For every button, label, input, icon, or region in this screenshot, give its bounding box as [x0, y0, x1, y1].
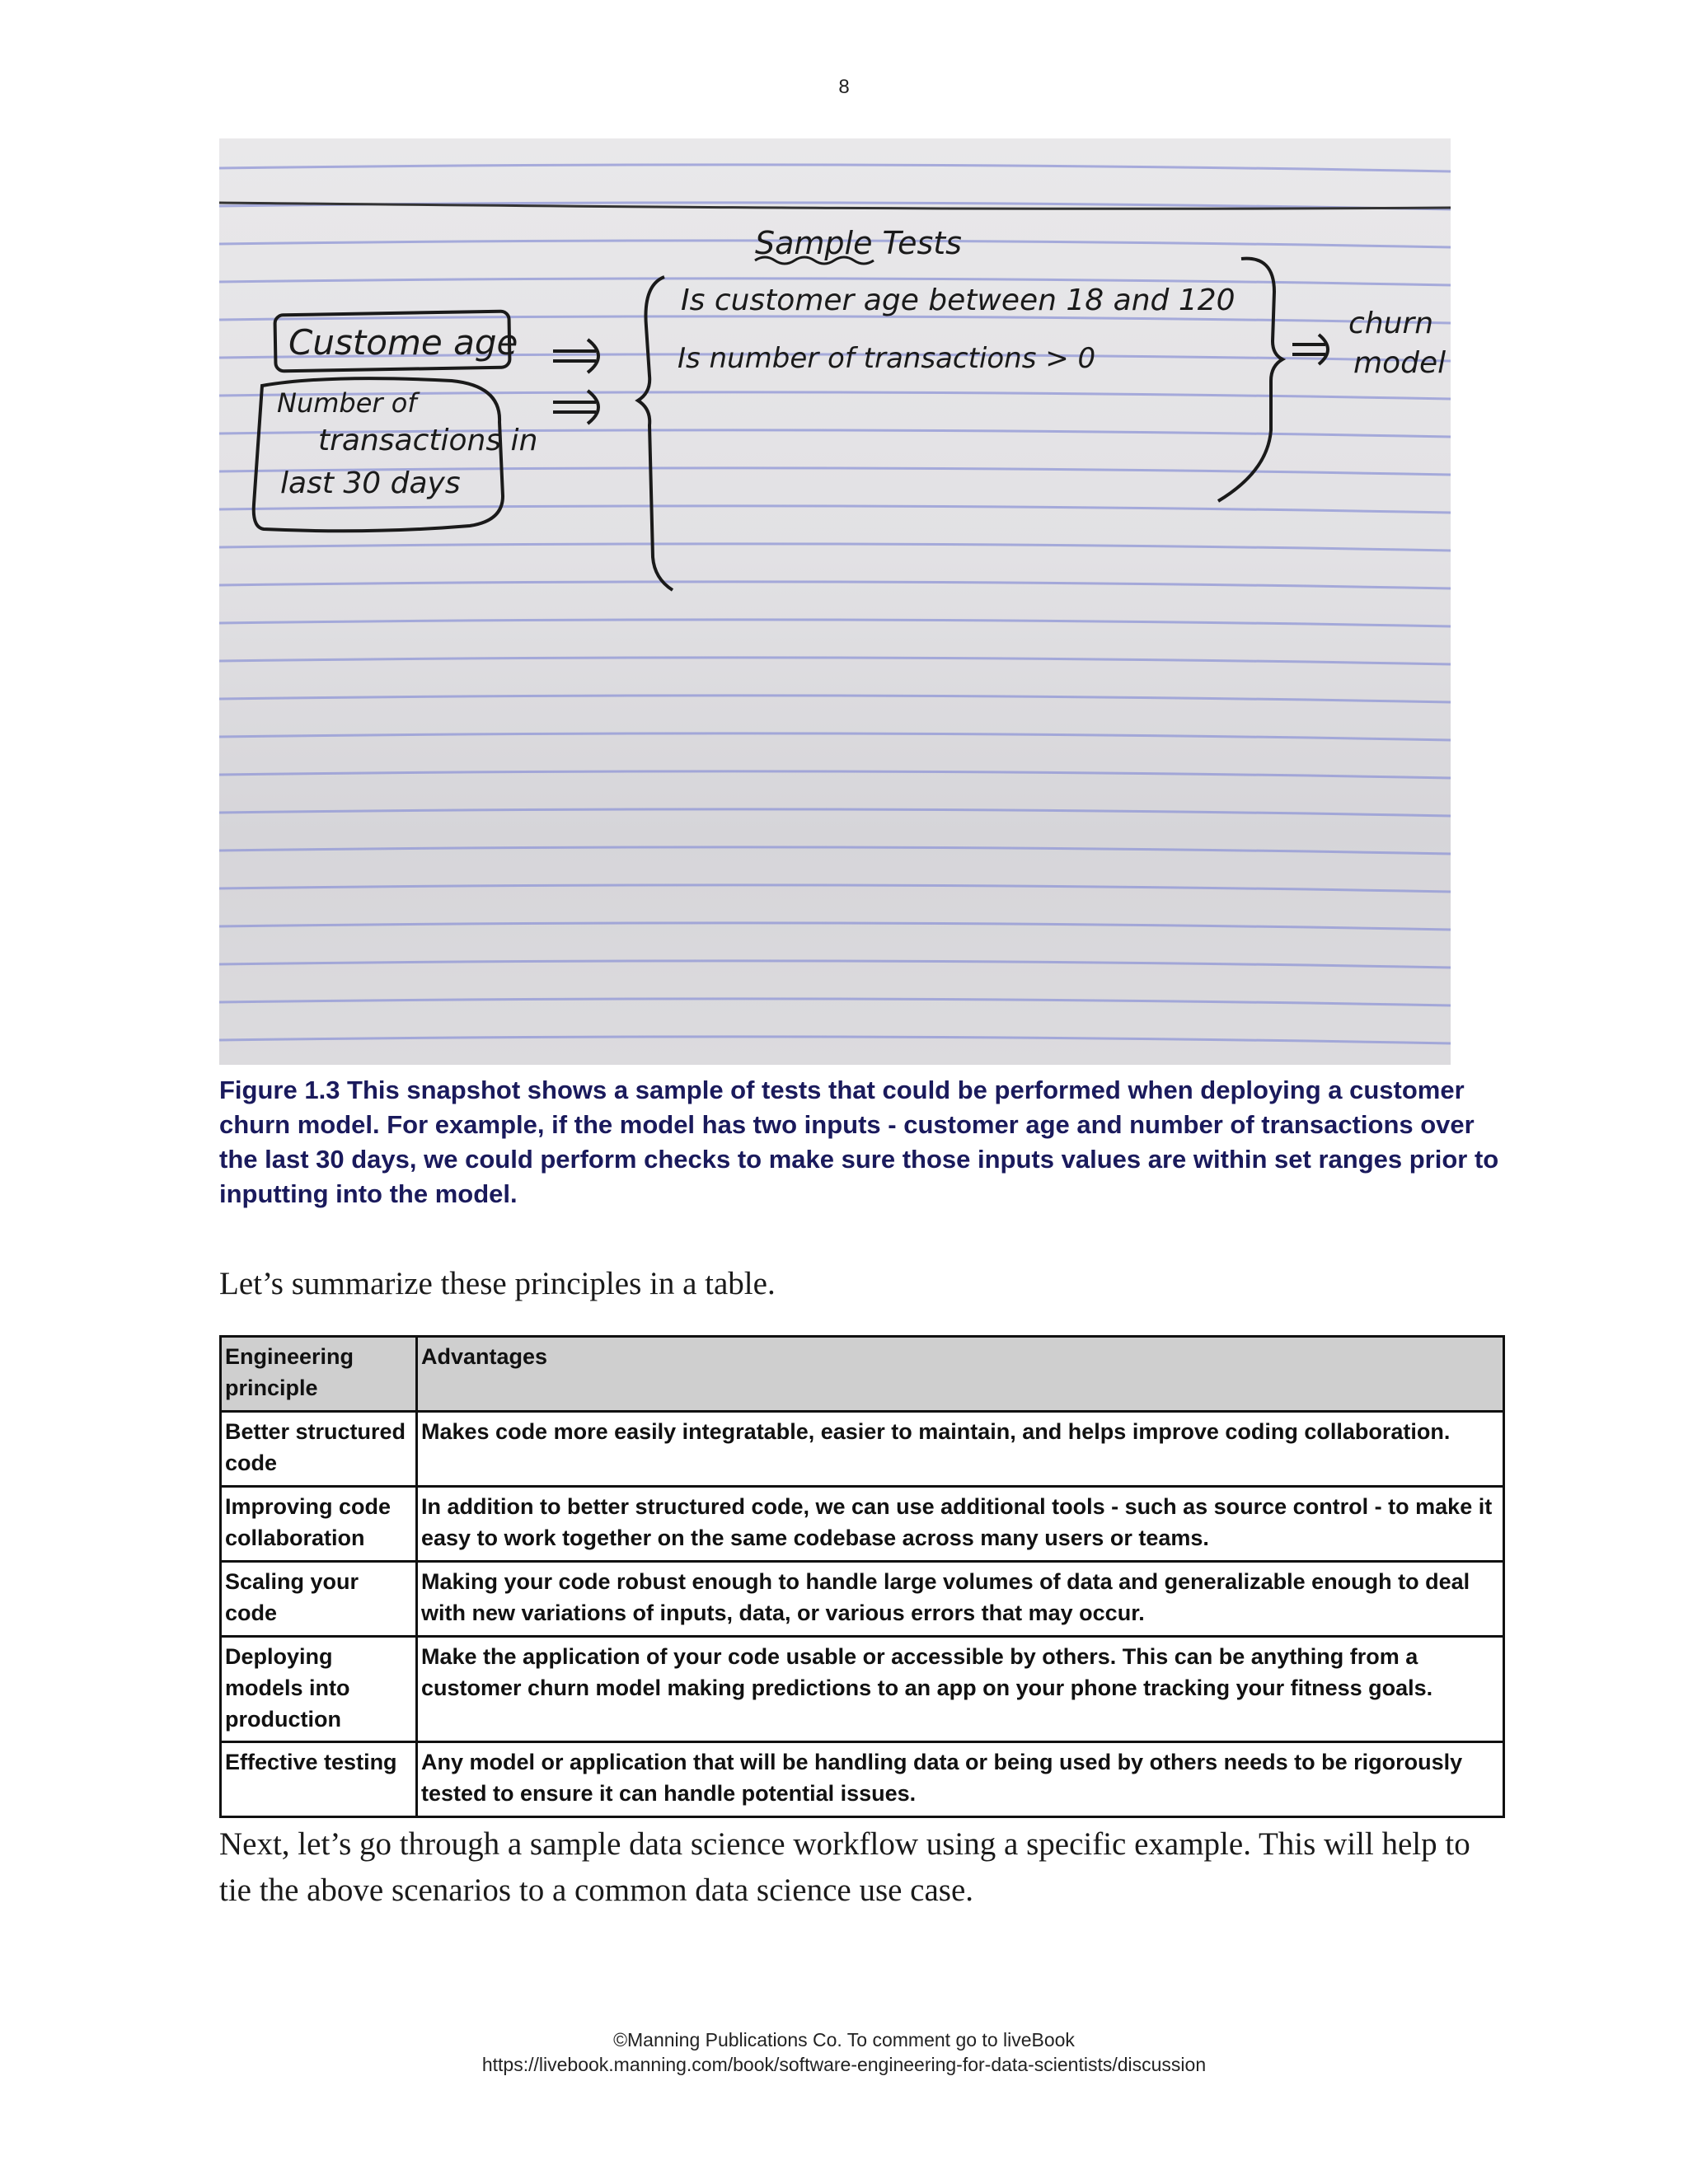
ruled-line	[219, 999, 1451, 1005]
advantage-cell: Making your code robust enough to handle large volumes of data and generalizable enough to deal with new variations of inputs, data, or various errors that may occur.	[417, 1562, 1504, 1637]
table-row	[221, 1487, 1504, 1562]
handwritten-output-line-2: model	[1353, 346, 1447, 380]
table-header-row	[221, 1337, 1504, 1412]
principle-cell: Improving code collaboration	[221, 1487, 417, 1562]
outro-paragraph: Next, let’s go through a sample data science workflow using a specific example. This will help to tie the above scenarios to a common data science use case.	[219, 1826, 1470, 1908]
handwritten-input-2-line-1: Number of	[277, 387, 417, 419]
ruled-line	[219, 885, 1451, 892]
ruled-line	[219, 620, 1451, 626]
advantage-cell: Make the application of your code usable or accessible by others. This can be anything from a customer churn model making predictions to an app on your phone tracking your fitness goals.	[417, 1637, 1504, 1742]
figure-caption: Figure 1.3 This snapshot shows a sample of tests that could be performed when deploying a customer churn model. For example, if the model has two inputs - customer age and number of transactions over the last 30 days, we could perform checks to make sure those inputs values are within set ranges prior to inputting into the model.	[219, 1076, 1499, 1208]
ruled-line	[219, 809, 1451, 816]
table-row	[221, 1562, 1504, 1637]
table-row	[221, 1742, 1504, 1817]
principle-cell: Effective testing	[221, 1742, 417, 1817]
arrow-2	[553, 391, 598, 424]
advantage-cell: In addition to better structured code, we can use additional tools - such as source control - to make it easy to work together on the same codebase across many users or teams.	[417, 1487, 1504, 1562]
ruled-line	[219, 733, 1451, 740]
ruled-line	[219, 658, 1451, 664]
handwritten-test-1: Is customer age between 18 and 120	[681, 284, 1236, 317]
footer	[0, 2027, 1688, 2077]
handwritten-input-1: Custome age	[288, 322, 518, 363]
page-number: 8	[838, 76, 850, 98]
table-row	[221, 1412, 1504, 1487]
ruled-line	[219, 923, 1451, 930]
ruled-line	[219, 771, 1451, 778]
ruled-line	[219, 165, 1451, 171]
header-advantages: Advantages	[417, 1337, 1504, 1412]
ruled-line	[219, 847, 1451, 854]
handwritten-input-2-line-3: last 30 days	[280, 466, 461, 500]
notebook-photo	[219, 138, 1451, 1065]
handwritten-output-line-1: churn	[1348, 307, 1434, 340]
footer-copyright: ©Manning Publications Co. To comment go to liveBook	[613, 2029, 1075, 2050]
handwritten-heading: Sample Tests	[755, 225, 962, 261]
ruled-line	[219, 961, 1451, 968]
advantage-cell: Makes code more easily integratable, easier to maintain, and helps improve coding collaboration.	[417, 1412, 1504, 1487]
advantage-cell: Any model or application that will be handling data or being used by others needs to be rigorously tested to ensure it can handle potential issues.	[417, 1742, 1504, 1817]
principle-cell: Better structured code	[221, 1412, 417, 1487]
footer-url[interactable]: https://livebook.manning.com/book/software-engineering-for-data-scientists/discussion	[481, 2054, 1207, 2075]
ruled-line	[219, 696, 1451, 702]
principle-cell: Scaling your code	[221, 1562, 417, 1637]
principles-table	[219, 1335, 1505, 1818]
intro-paragraph: Let’s summarize these principles in a table.	[219, 1266, 776, 1301]
ruled-line	[219, 544, 1451, 551]
ruled-line	[219, 1037, 1451, 1043]
handwritten-test-2: Is number of transactions > 0	[678, 342, 1096, 375]
arrow-1	[553, 340, 598, 373]
table-row	[221, 1637, 1504, 1742]
ruled-line	[219, 506, 1451, 513]
header-principle: Engineering principle	[221, 1337, 417, 1412]
handwritten-input-2-line-2: transactions in	[318, 424, 538, 457]
principle-cell: Deploying models into production	[221, 1637, 417, 1742]
ruled-line	[219, 582, 1451, 588]
